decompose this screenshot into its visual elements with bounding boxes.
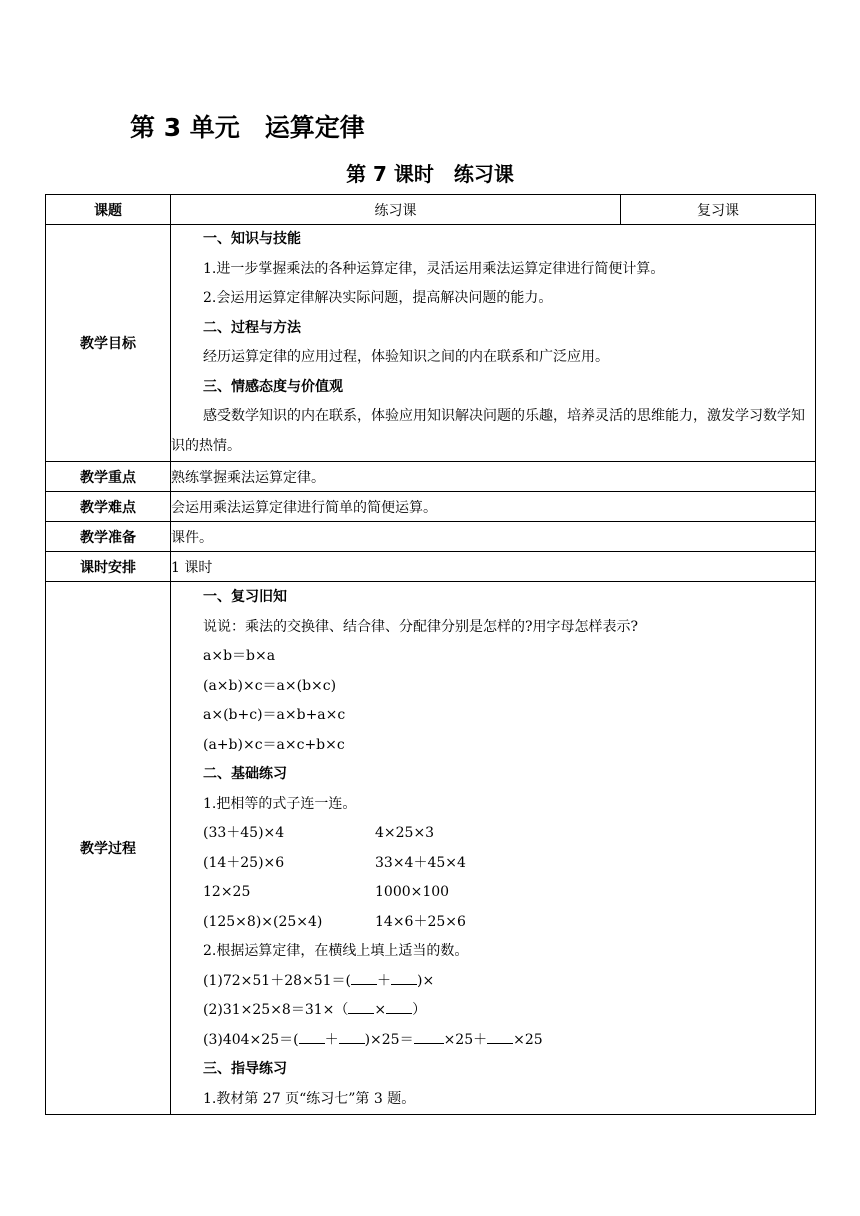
key-value: 熟练掌握乘法运算定律。 [171, 462, 816, 492]
lesson-title: 第 7 课时 练习课 [346, 162, 514, 186]
match-left: (33＋45)×4 [203, 825, 285, 841]
fill-exercise [171, 996, 815, 1026]
match-left: 12×25 [203, 884, 251, 900]
match-left: (125×8)×(25×4) [203, 913, 323, 930]
fill-exercise [171, 967, 815, 997]
objective-text: 经历运算定律的应用过程，体验知识之间的内在联系和广泛应用。 [203, 349, 609, 365]
exercise-text: ＋ [324, 1031, 339, 1048]
formula: a×b＝b×a [203, 648, 276, 664]
match-pair [171, 849, 815, 879]
exercise-text: )×25＝ [364, 1031, 414, 1048]
objective-text: 2.会运用运算定律解决实际问题，提高解决问题的能力。 [203, 290, 553, 306]
fill-blank [351, 970, 377, 985]
fill-blank [414, 1029, 444, 1044]
formula: a×(b+c)＝a×b+a×c [203, 707, 346, 723]
formula: (a+b)×c＝a×c+b×c [203, 736, 345, 753]
match-right: 1000×100 [375, 884, 450, 900]
objective-heading: 三、情感态度与价值观 [203, 378, 343, 395]
exercise-text: )× [417, 972, 435, 989]
process-heading: 二、基础练习 [203, 766, 287, 782]
objective-heading: 一、知识与技能 [203, 231, 301, 247]
exercise-text: ＋ [377, 972, 392, 989]
prep-row [46, 522, 816, 552]
schedule-label: 课时安排 [46, 552, 171, 582]
topic-type: 复习课 [621, 195, 816, 225]
prep-value: 课件。 [171, 522, 816, 552]
prep-label: 教学准备 [46, 522, 171, 552]
fill-exercise [171, 1026, 815, 1056]
exercise-text: (1)72×51＋28×51＝( [203, 972, 352, 989]
objective-text: 1.进一步掌握乘法的各种运算定律，灵活运用乘法运算定律进行简便计算。 [203, 260, 665, 277]
match-left: (14＋25)×6 [203, 854, 285, 871]
process-label: 教学过程 [46, 582, 171, 1115]
process-heading: 一、复习旧知 [203, 589, 287, 605]
exercise-text: (3)404×25＝( [203, 1031, 299, 1048]
objectives-label: 教学目标 [46, 225, 171, 462]
match-right: 4×25×3 [375, 825, 435, 841]
process-content [171, 582, 816, 1115]
key-label: 教学重点 [46, 462, 171, 492]
match-pair [171, 819, 815, 849]
match-right: 33×4＋45×4 [375, 854, 466, 871]
match-pair [171, 908, 815, 938]
difficulty-value: 会运用乘法运算定律进行简单的简便运算。 [171, 492, 816, 522]
process-row [46, 582, 816, 1115]
fill-blank [339, 1029, 365, 1044]
topic-row [46, 195, 816, 225]
lesson-plan-table [45, 194, 816, 1115]
exercise-text: (2)31×25×8＝31×（ [203, 1002, 349, 1018]
exercise-text: ×25＋ [443, 1031, 488, 1048]
objective-heading: 二、过程与方法 [203, 319, 301, 336]
exercise-text: ） [412, 1002, 427, 1018]
objectives-content [171, 225, 816, 462]
exercise-text: × [374, 1002, 387, 1018]
fill-blank [299, 1029, 325, 1044]
key-row [46, 462, 816, 492]
objectives-row [46, 225, 816, 462]
process-text: 1.教材第 27 页“练习七”第 3 题。 [203, 1090, 416, 1107]
process-text: 1.把相等的式子连一连。 [203, 795, 357, 812]
difficulty-row [46, 492, 816, 522]
objective-text: 感受数学知识的内在联系，体验应用知识解决问题的乐趣，培养灵活的思维能力，激发学习数学知识的热情。 [171, 408, 805, 454]
fill-blank [487, 1029, 513, 1044]
fill-blank [391, 970, 417, 985]
schedule-value: 1 课时 [171, 552, 816, 582]
topic-value: 练习课 [171, 195, 621, 225]
process-text: 2.根据运算定律，在横线上填上适当的数。 [203, 943, 469, 959]
match-pair [171, 878, 815, 908]
process-heading: 三、指导练习 [203, 1061, 287, 1077]
formula: (a×b)×c＝a×(b×c) [203, 677, 337, 694]
unit-title: 第 3 单元 运算定律 [130, 113, 365, 142]
fill-blank [386, 999, 412, 1014]
match-right: 14×6＋25×6 [375, 913, 466, 930]
schedule-row [46, 552, 816, 582]
topic-label: 课题 [46, 195, 171, 225]
process-text: 说说：乘法的交换律、结合律、分配律分别是怎样的?用字母怎样表示? [203, 618, 639, 635]
fill-blank [348, 999, 374, 1014]
exercise-text: ×25 [513, 1031, 543, 1048]
difficulty-label: 教学难点 [46, 492, 171, 522]
